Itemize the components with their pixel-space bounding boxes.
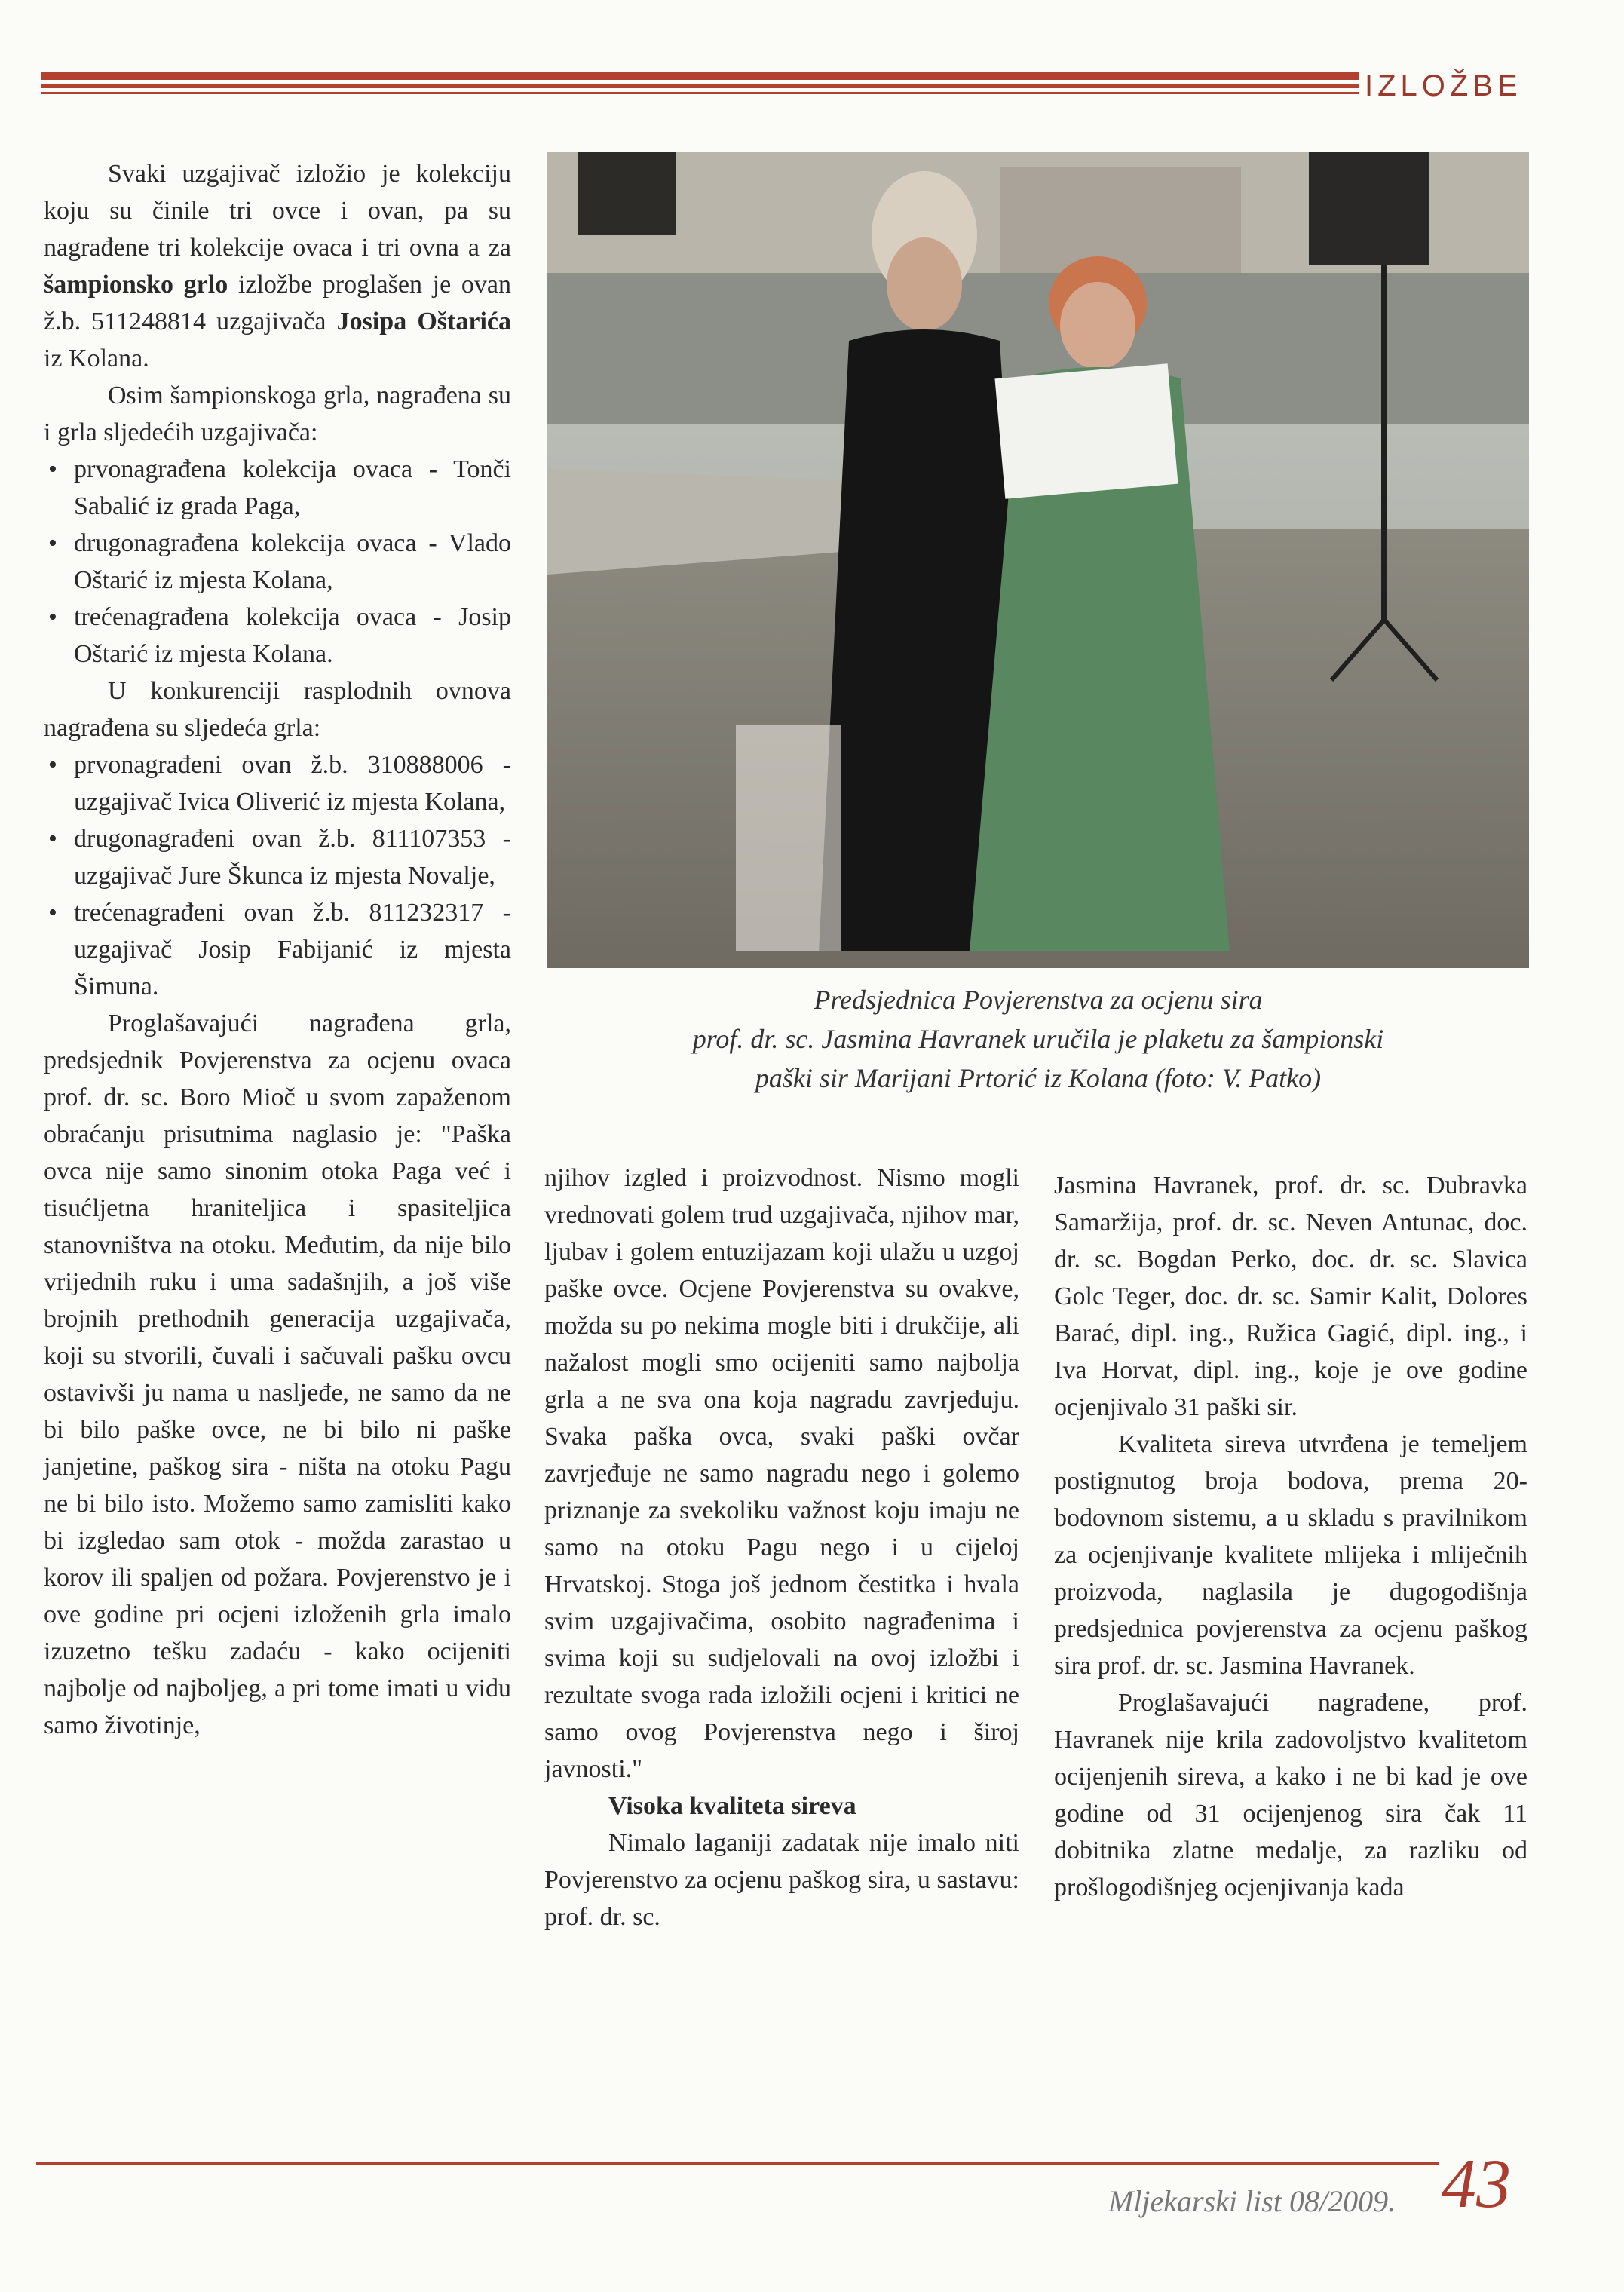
paragraph-cheese-committee: Nimalo laganiji zadatak nije imalo niti Povjerenstvo za ocjenu paškog sira, u sastavu: prof. dr. sc.	[544, 1829, 1019, 1931]
list-item: • prvonagrađena kolekcija ovaca - Tonči Sabalić iz grada Paga,	[44, 451, 511, 525]
paragraph-committee-members: Jasmina Havranek, prof. dr. sc. Dubravka Samaržija, prof. dr. sc. Neven Antunac, doc. dr. sc. Bogdan Perko, doc. dr. sc. Slavica Golc Teger, doc. dr. sc. Samir Kalit, Dolores Barać, dipl. ing., Ružica Gagić, dipl. ing., i Iva Horvat, dipl. ing., koje je ove godine ocjenjivalo 31 paški sir.	[1054, 1172, 1527, 1421]
paragraph-rams: U konkurenciji rasplodnih ovnova nagrađena su sljedeća grla:	[44, 677, 511, 742]
award-photo	[547, 152, 1529, 968]
paragraph-awarded: Osim šampionskoga grla, nagrađena su i grla sljedećih uzgajivača:	[44, 381, 511, 446]
paragraph-exhibitors: Svaki uzgajivač izložio je kolekciju koju su činile tri ovce i ovan, pa su nagrađene tri kolekcije ovaca i tri ovna a za šampionsko grlo izložbe proglašen je ovan ž.b. 511248814 uzgajivača Josipa Oštarića iz Kolana.	[44, 160, 511, 372]
caption-line: paški sir Marijani Prtorić iz Kolana (foto: V. Patko)	[755, 1063, 1322, 1093]
photo-illustration	[547, 152, 1529, 968]
paragraph-medals: Proglašavajući nagrađene, prof. Havranek nije krila zadovoljstvo kvalitetom ocijenjenih sireva, a kako i ne bi kad je ove godine od 31 ocijenjenog sira čak 11 dobitnika zlatne medalje, za razliku od prošlogodišnjeg ocjenjivanja kada	[1054, 1689, 1527, 1901]
photo-caption	[547, 980, 1529, 1098]
list-item: • drugonagrađeni ovan ž.b. 811107353 - uzgajivač Jure Škunca iz mjesta Novalje,	[44, 820, 511, 894]
right-column	[1054, 1167, 1527, 1906]
caption-line: Predsjednica Povjerenstva za ocjenu sira	[814, 985, 1263, 1015]
left-column	[44, 155, 511, 1744]
list-item: • drugonagrađena kolekcija ovaca - Vlado Oštarić iz mjesta Kolana,	[44, 525, 511, 599]
page-number: 43	[1442, 2145, 1511, 2222]
middle-column	[544, 1160, 1019, 1935]
awarded-rams-list	[44, 746, 511, 1005]
awarded-collections-list	[44, 451, 511, 673]
list-item: • trećenagrađena kolekcija ovaca - Josip Oštarić iz mjesta Kolana.	[44, 599, 511, 673]
footer-rule	[36, 2162, 1439, 2165]
paragraph-quote-end: njihov izgled i proizvodnost. Nismo mogli vrednovati golem trud uzgajivača, njihov mar, ljubav i golem entuzijazam koji ulažu u uzgoj paške ovce. Ocjene Povjerenstva su ovakve, možda su po nekima mogle biti i drukčije, ali nažalost mogli smo ocijeniti samo najbolja grla a ne sva ona koja nagradu zavrjeđuju. Svaka paška ovca, svaki paški ovčar zavrjeđuje ne samo nagradu nego i golemo priznanje za svekoliku važnost koju imaju ne samo na otoku Pagu nego i u cijeloj Hrvatskoj. Stoga još jednom čestitka i hvala svim uzgajivačima, osobito nagrađenima i svima koji su sudjelovali na ovoj izložbi i rezultate svoga rada izložili ocjeni i kritici ne samo ovog Povjerenstva nego i široj javnosti."	[544, 1164, 1019, 1783]
list-item: • trećenagrađeni ovan ž.b. 811232317 - uzgajivač Josip Fabijanić iz mjesta Šimuna.	[44, 894, 511, 1005]
header-rule-mid	[41, 84, 1359, 88]
magazine-issue: Mljekarski list 08/2009.	[1108, 2184, 1396, 2218]
section-label: IZLOŽBE	[1365, 69, 1522, 103]
list-item: • prvonagrađeni ovan ž.b. 310888006 - uzgajivač Ivica Oliverić iz mjesta Kolana,	[44, 746, 511, 820]
paragraph-speech: Proglašavajući nagrađena grla, predsjednik Povjerenstva za ocjenu ovaca prof. dr. sc. Boro Mioč u svom zapaženom obraćanju prisutnima naglasio je: "Paška ovca nije samo sinonim otoka Paga već i tisućljetna hraniteljica i spasiteljica stanovništva na otoku. Međutim, da nije bilo vrijednih ruku i uma sadašnjih, a još više brojnih prethodnih generacija uzgajivača, koji su stvorili, čuvali i sačuvali pašku ovcu ostavivši ju nama u nasljeđe, ne samo da ne bi bilo paške ovce, ne bi bilo ni paške janjetine, paškog sira - ništa na otoku Pagu ne bi bilo isto. Možemo samo zamisliti kako bi izgledao sam otok - možda zarastao u korov ili spaljen od požara. Povjerenstvo je i ove godine pri ocjeni izloženih grla imalo izuzetno tešku zadaću - kako ocijeniti najbolje od najboljeg, a pri tome imati u vidu samo životinje,	[44, 1010, 511, 1739]
caption-line: prof. dr. sc. Jasmina Havranek uručila je plaketu za šampionski	[692, 1024, 1384, 1054]
subheading: Visoka kvaliteta sireva	[608, 1792, 856, 1820]
header-rule-thin	[41, 92, 1359, 94]
header-rule-thick	[41, 72, 1359, 80]
paragraph-quality: Kvaliteta sireva utvrđena je temeljem postignutog broja bodova, prema 20-bodovnom sistemu, a u skladu s pravilnikom za ocjenjivanje kvalitete mlijeka i mliječnih proizvoda, naglasila je dugogodišnja predsjednica povjerenstva za ocjenu paškog sira prof. dr. sc. Jasmina Havranek.	[1054, 1430, 1527, 1680]
